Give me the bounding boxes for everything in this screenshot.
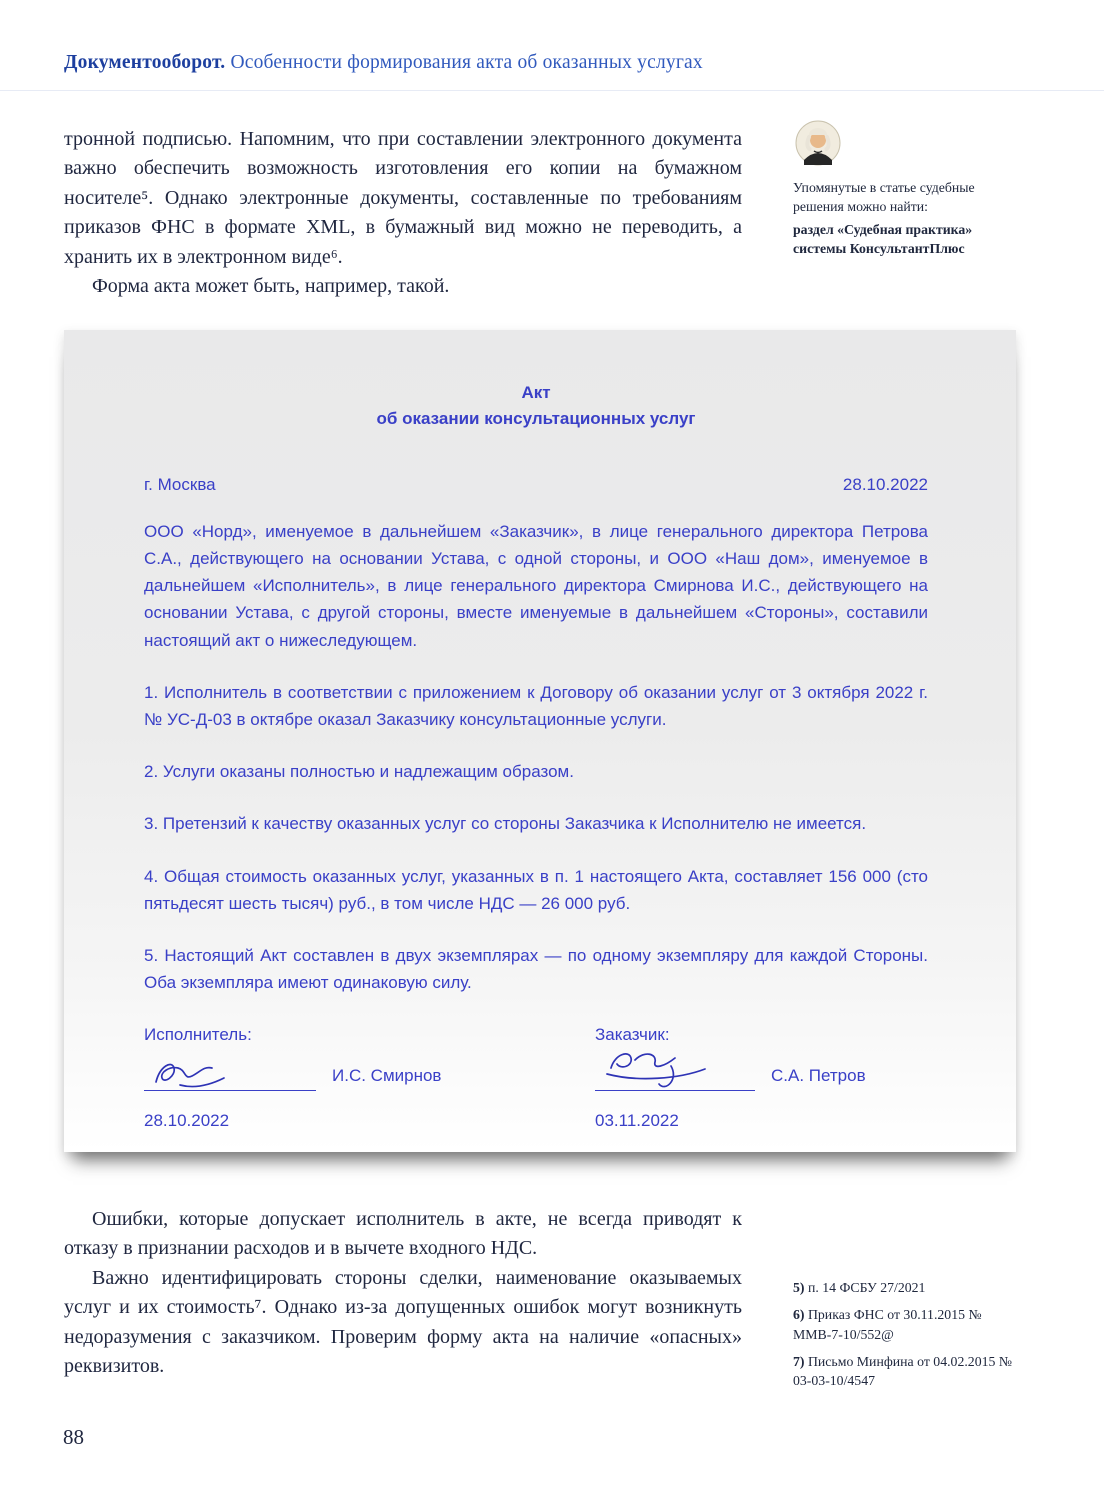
- act-preamble: ООО «Норд», именуемое в дальнейшем «Заказчик», в лице генерального директора Петрова С.А., действующего на основании Устава, с одной стороны, и ООО «Наш дом», именуемое в дальнейшем «Исполнитель», в лице генерального директора Смирнова И.С., действующего на основании Устава, с другой стороны, вместе именуемые в дальнейшем «Стороны», составили настоящий акт о нижеследующем.: [144, 521, 928, 650]
- outro-paragraph-1: Ошибки, которые допускает исполнитель в акте, не всегда приводят к отказу в признании расходов и в вычете входного НДС.: [64, 1208, 742, 1260]
- sidebar-note-text: Упомянутые в статье судебные решения можно найти:: [793, 180, 975, 215]
- article-header: [64, 52, 1024, 74]
- outro-paragraph-2: Важно идентифицировать стороны сделки, наименование оказываемых услуг и их стоимость⁷. Однако из-за допущенных ошибок могут возникнуть недоразумения с заказчиком. Проверим форму акта на наличие «опасных» реквизитов.: [64, 1266, 742, 1377]
- article-title: Особенности формирования акта об оказанных услугах: [225, 52, 703, 73]
- act-item-5: 5. Настоящий Акт составлен в двух экземплярах — по одному экземпляру для каждой Стороны. Оба экземпляра имеют одинаковую силу.: [144, 945, 928, 993]
- footnotes: [793, 1278, 1023, 1399]
- act-item-4: 4. Общая стоимость оказанных услуг, указанных в п. 1 настоящего Акта, составляет 156 000 (сто пятьдесят шесть тысяч) руб., в том числе НДС — 26 000 руб.: [144, 866, 928, 913]
- customer-signature: [599, 1046, 729, 1094]
- executor-signature: [148, 1054, 258, 1094]
- act-document: [64, 330, 1016, 1152]
- signature-block: [144, 1021, 928, 1150]
- page-number: 88: [63, 1425, 84, 1449]
- customer-signature-line: [595, 1061, 755, 1091]
- customer-label: Заказчик:: [595, 1025, 670, 1045]
- act-title: [144, 380, 928, 433]
- sidebar-consultant-link[interactable]: раздел «Судебная практика» системы КонсультантПлюс: [793, 222, 973, 257]
- executor-signature-line: [144, 1061, 316, 1091]
- footnote-6: 6) Приказ ФНС от 30.11.2015 № ММВ-7-10/552@: [793, 1307, 982, 1342]
- outro-text: [64, 1205, 742, 1381]
- intro-paragraph-1: тронной подписью. Напомним, что при составлении электронного документа важно обеспечить возможность изготовления его копии на бумажном носителе⁵. Однако электронные документы, составленные по требованиям приказов ФНС в формате XML, в бумажный вид можно не переводить, а хранить их в электронном виде⁶.: [64, 128, 742, 268]
- intro-text: [64, 125, 742, 301]
- executor-signature-block: [144, 1021, 595, 1150]
- act-item-1: 1. Исполнитель в соответствии с приложением к Договору об оказании услуг от 3 октября 2022 г. № УС-Д-03 в октябре оказал Заказчику консультационные услуги.: [144, 682, 928, 729]
- header-divider: [0, 90, 1104, 91]
- sidebar-note: [793, 120, 1018, 258]
- act-date: 28.10.2022: [842, 474, 928, 494]
- act-item-2: 2. Услуги оказаны полностью и надлежащим образом.: [144, 762, 574, 782]
- act-title-line2: об оказании консультационных услуг: [376, 409, 696, 429]
- executor-label: Исполнитель:: [144, 1025, 252, 1045]
- act-title-line1: Акт: [521, 383, 551, 402]
- customer-signature-block: [595, 1021, 928, 1150]
- article-category: Документооборот.: [64, 52, 226, 73]
- act-city: г. Москва: [144, 474, 216, 494]
- customer-name: С.А. Петров: [771, 1066, 866, 1086]
- footnote-7: 7) Письмо Минфина от 04.02.2015 № 03-03-10/4547: [793, 1353, 1012, 1389]
- act-meta: [144, 471, 928, 498]
- executor-date: 28.10.2022: [144, 1110, 230, 1130]
- footnote-5: 5) п. 14 ФСБУ 27/2021: [793, 1280, 926, 1295]
- intro-paragraph-2: Форма акта может быть, например, такой.: [92, 274, 450, 297]
- executor-name: И.С. Смирнов: [332, 1066, 442, 1086]
- judge-icon: [795, 120, 841, 166]
- act-item-3: 3. Претензий к качеству оказанных услуг со стороны Заказчика к Исполнителю не имеется.: [144, 814, 867, 834]
- customer-date: 03.11.2022: [595, 1110, 679, 1130]
